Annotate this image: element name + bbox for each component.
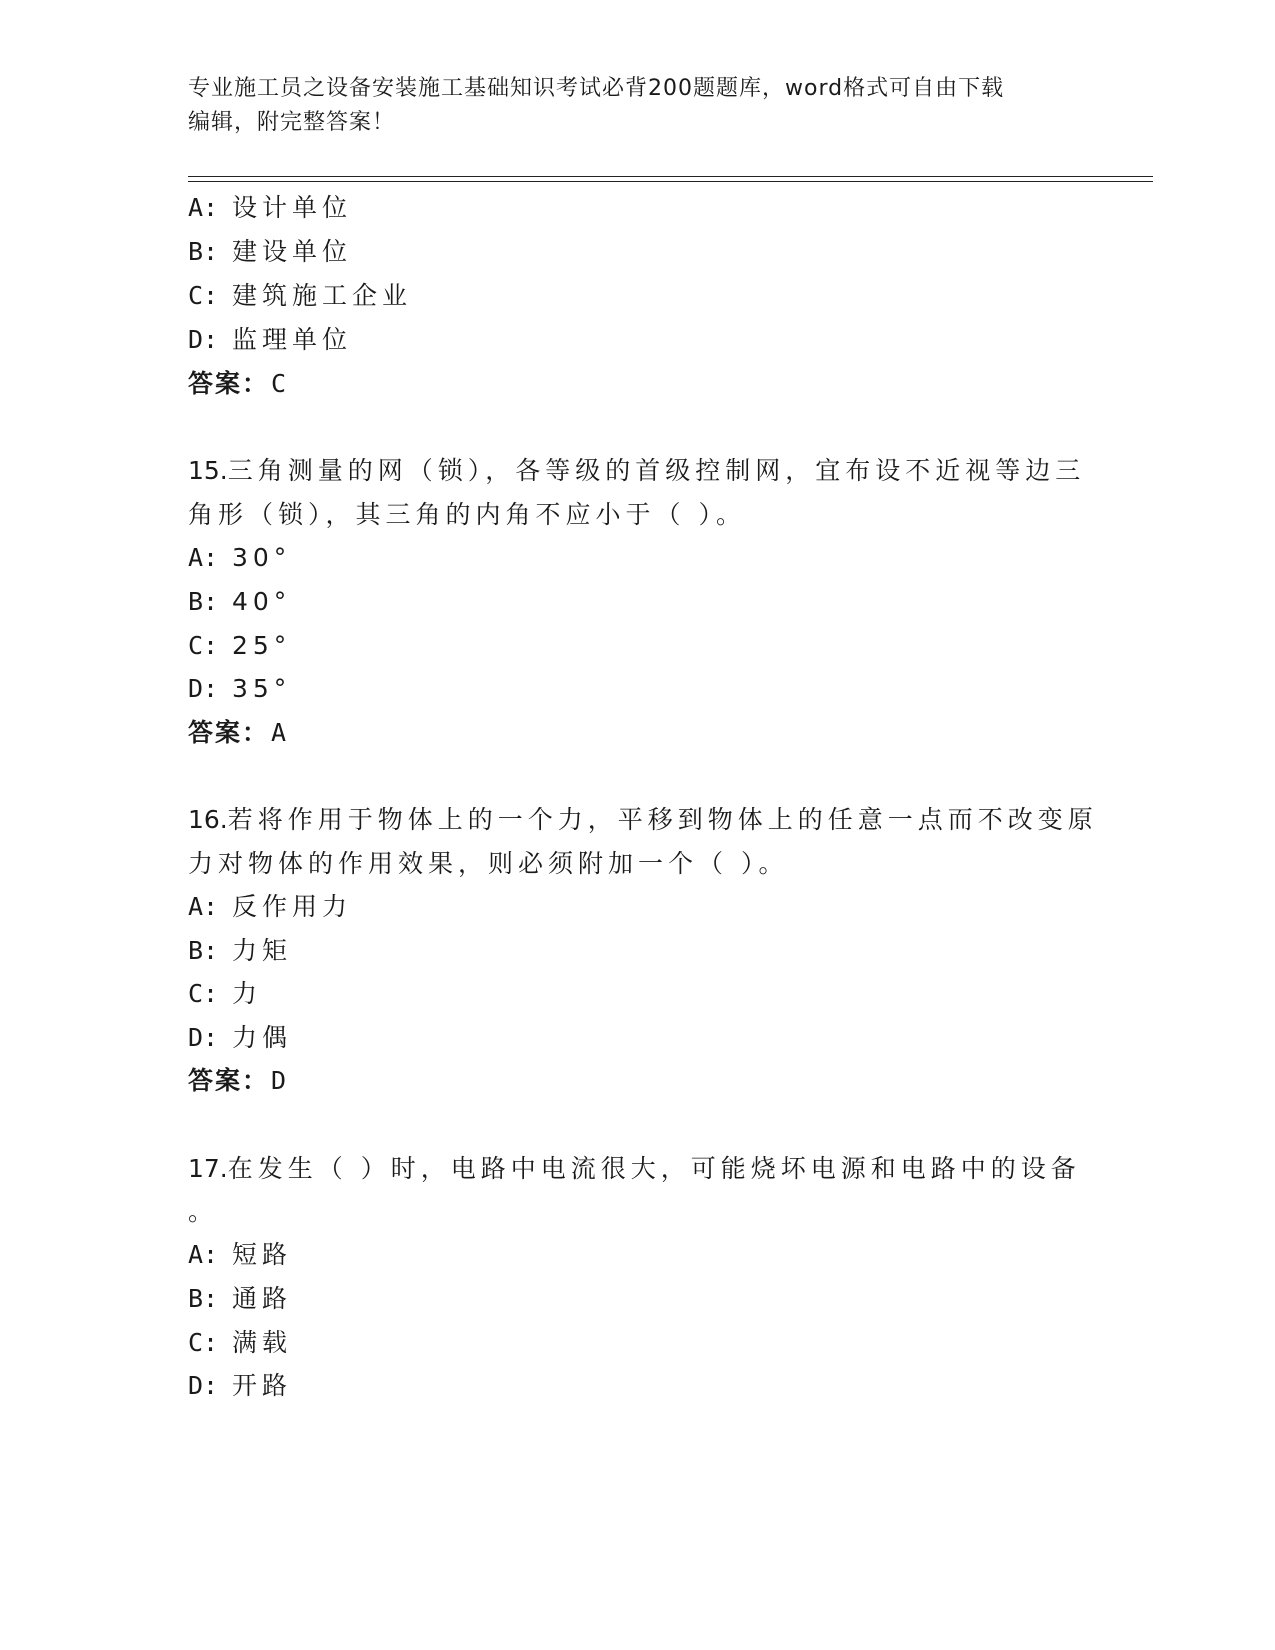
option-text: 力偶 xyxy=(232,1023,293,1052)
q14-option-b xyxy=(188,234,352,270)
option-key: D: xyxy=(188,325,219,354)
option-key: C: xyxy=(188,1328,219,1357)
q14-option-d xyxy=(188,322,352,358)
answer-value: C xyxy=(271,369,289,398)
option-text: 25° xyxy=(232,631,292,660)
q17-option-c xyxy=(188,1325,292,1361)
option-text: 建设单位 xyxy=(232,237,353,266)
option-text: 反作用力 xyxy=(232,892,353,921)
option-key: B: xyxy=(188,1284,219,1313)
header-divider-top xyxy=(188,176,1153,177)
option-key: D: xyxy=(188,1371,219,1400)
option-text: 35° xyxy=(232,674,292,703)
question-text: 三角测量的网（锁），各等级的首级控制网，宜布设不近视等边三 xyxy=(227,456,1086,485)
q17-option-d xyxy=(188,1368,292,1404)
option-text: 满载 xyxy=(232,1328,293,1357)
question-text: 若将作用于物体上的一个力，平移到物体上的任意一点而不改变原 xyxy=(227,805,1098,834)
q16-stem-line-1 xyxy=(188,802,1098,838)
option-text: 开路 xyxy=(232,1371,293,1400)
q17-option-a xyxy=(188,1237,292,1273)
option-text: 力 xyxy=(232,979,263,1008)
option-text: 监理单位 xyxy=(232,325,353,354)
option-key: A: xyxy=(188,543,219,572)
option-key: D: xyxy=(188,674,219,703)
option-key: A: xyxy=(188,892,219,921)
q15-option-c xyxy=(188,628,291,664)
answer-value: A xyxy=(271,718,289,747)
q14-option-c xyxy=(188,278,412,314)
option-text: 通路 xyxy=(232,1284,293,1313)
q17-stem-line-1 xyxy=(188,1151,1081,1187)
option-key: B: xyxy=(188,587,219,616)
option-key: C: xyxy=(188,979,219,1008)
question-text: 在发生（ ）时，电路中电流很大，可能烧坏电源和电路中的设备 xyxy=(227,1154,1081,1183)
q16-answer xyxy=(188,1063,288,1099)
q15-option-d xyxy=(188,671,291,707)
question-number: 16. xyxy=(188,805,228,834)
option-text: 设计单位 xyxy=(232,193,353,222)
q15-stem-line-1 xyxy=(188,453,1085,489)
q17-stem-line-2: 。 xyxy=(188,1197,219,1226)
q16-option-c xyxy=(188,976,262,1012)
answer-label: 答案： xyxy=(188,1066,270,1095)
question-number: 15. xyxy=(188,456,228,485)
option-key: D: xyxy=(188,1023,219,1052)
option-text: 30° xyxy=(232,543,292,572)
q16-option-a xyxy=(188,889,352,925)
option-text: 建筑施工企业 xyxy=(232,281,413,310)
q16-stem-line-2: 力对物体的作用效果，则必须附加一个（ ）。 xyxy=(188,849,789,878)
option-key: B: xyxy=(188,237,219,266)
option-key: A: xyxy=(188,193,219,222)
q15-option-b xyxy=(188,584,291,620)
q14-answer xyxy=(188,366,288,402)
q16-option-b xyxy=(188,933,292,969)
header-line-1: 专业施工员之设备安装施工基础知识考试必背200题题库，word格式可自由下载 xyxy=(188,76,1005,101)
q15-stem-line-2: 角形（锁），其三角的内角不应小于（ ）。 xyxy=(188,500,746,529)
option-text: 短路 xyxy=(232,1240,293,1269)
header-line-2: 编辑，附完整答案！ xyxy=(188,110,396,135)
option-text: 40° xyxy=(232,587,292,616)
answer-label: 答案： xyxy=(188,718,270,747)
q16-option-d xyxy=(188,1020,292,1056)
question-number: 17. xyxy=(188,1154,228,1183)
option-key: A: xyxy=(188,1240,219,1269)
option-key: C: xyxy=(188,281,219,310)
q14-option-a xyxy=(188,190,352,226)
option-key: C: xyxy=(188,631,219,660)
q15-answer xyxy=(188,715,288,751)
q15-option-a xyxy=(188,540,291,576)
answer-value: D xyxy=(271,1066,289,1095)
document-header xyxy=(188,72,1088,140)
option-key: B: xyxy=(188,936,219,965)
header-divider-bottom xyxy=(188,181,1153,182)
answer-label: 答案： xyxy=(188,369,270,398)
q17-option-b xyxy=(188,1281,292,1317)
option-text: 力矩 xyxy=(232,936,293,965)
